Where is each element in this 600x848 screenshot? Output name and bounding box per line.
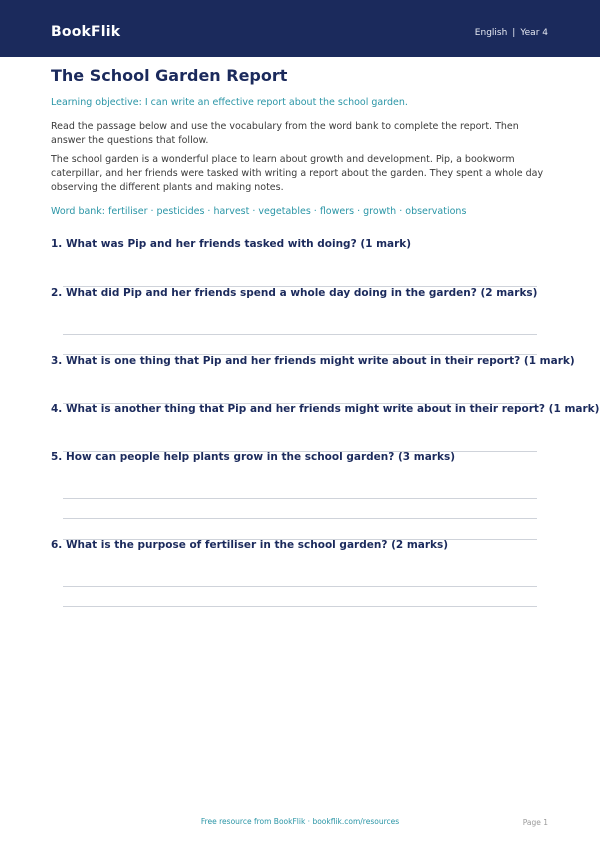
- question-4: 4. What is another thing that Pip and her friends might write about in their report? (1 mark): [51, 403, 600, 415]
- question-1: 1. What was Pip and her friends tasked with doing? (1 mark): [51, 238, 412, 250]
- answer-line[interactable]: [63, 334, 537, 335]
- page-title: The School Garden Report: [51, 66, 288, 85]
- header-meta: [475, 28, 548, 38]
- year-label: Year 4: [520, 28, 548, 38]
- question-6: 6. What is the purpose of fertiliser in the school garden? (2 marks): [51, 539, 449, 551]
- answer-line[interactable]: [63, 606, 537, 607]
- instructions-text: Read the passage below and use the vocabulary from the word bank to complete the report. Then answer the questions that follow.: [51, 121, 519, 146]
- subject-label: English: [474, 28, 508, 38]
- meta-separator: |: [512, 28, 516, 38]
- answer-line[interactable]: [63, 586, 537, 587]
- question-2: 2. What did Pip and her friends spend a whole day doing in the garden? (2 marks): [51, 287, 538, 299]
- footer-credit[interactable]: Free resource from BookFlik · bookflik.com/resources: [200, 817, 400, 826]
- answer-line[interactable]: [63, 518, 537, 519]
- answer-line[interactable]: [63, 498, 537, 499]
- page-number: Page 1: [522, 818, 548, 827]
- word-bank: Word bank: fertiliser · pesticides · harvest · vegetables · flowers · growth · observations: [51, 206, 467, 217]
- learning-objective: Learning objective: I can write an effective report about the school garden.: [51, 97, 408, 108]
- question-3: 3. What is one thing that Pip and her friends might write about in their report? (1 mark): [51, 355, 575, 367]
- page-header: [0, 0, 600, 57]
- brand-logo[interactable]: BookFlik: [51, 24, 121, 40]
- question-5: 5. How can people help plants grow in the school garden? (3 marks): [51, 451, 455, 463]
- passage-text: The school garden is a wonderful place to learn about growth and development. Pip, a bookworm caterpillar, and her friends were tasked with writing a report about the garden. They spent a whole day observing the different plants and making notes.: [51, 154, 544, 193]
